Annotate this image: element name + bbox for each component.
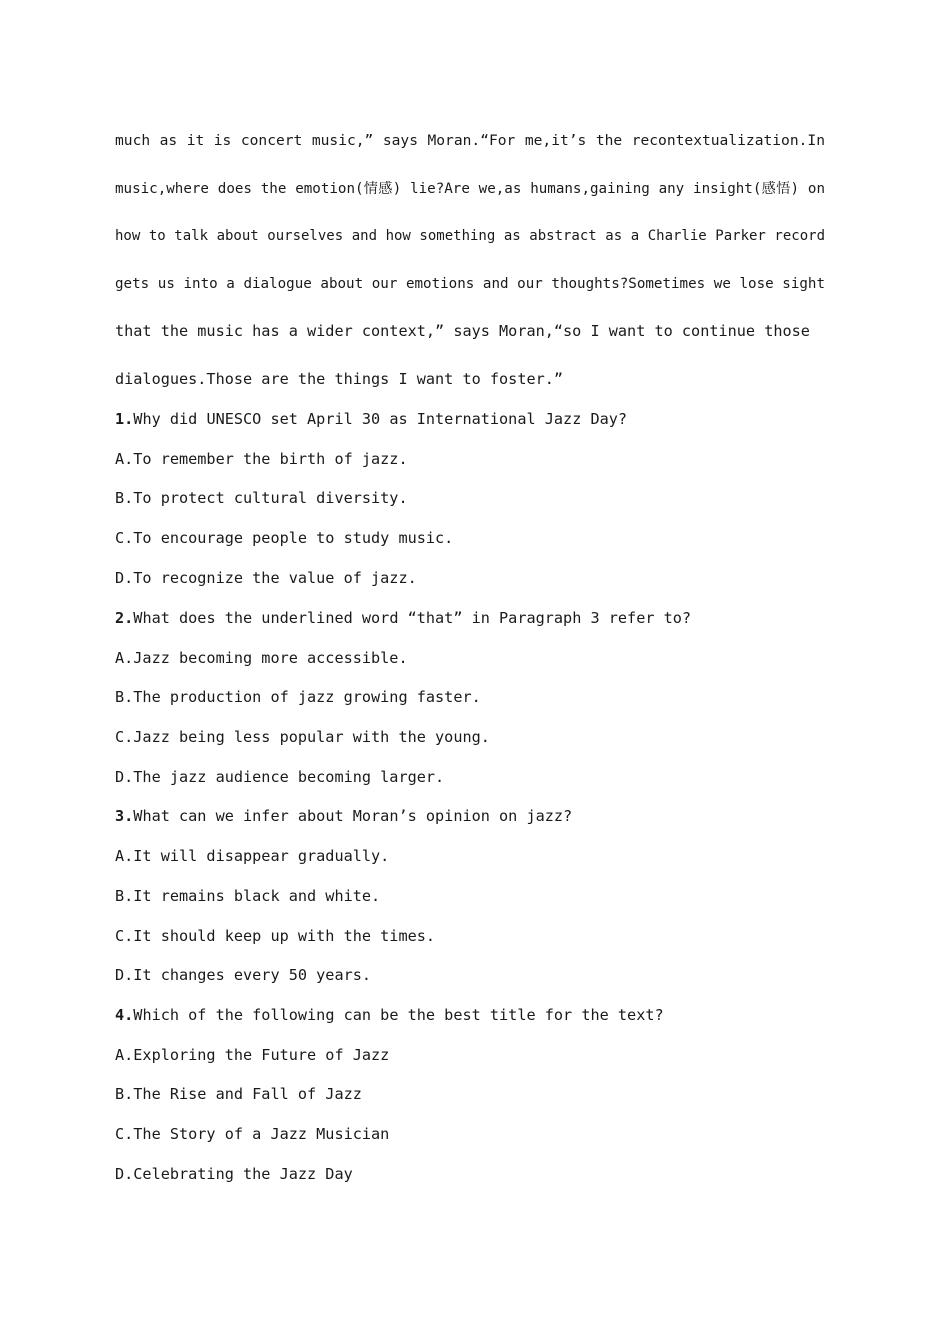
question-number: 2. <box>115 609 134 627</box>
answer-option: C.The Story of a Jazz Musician <box>115 1125 390 1143</box>
answer-option: A.It will disappear gradually. <box>115 847 390 865</box>
answer-option: C.It should keep up with the times. <box>115 927 436 945</box>
passage-line: dialogues.Those are the things I want to foster.” <box>115 370 564 388</box>
answer-option: C.To encourage people to study music. <box>115 529 454 547</box>
answer-option: D.It changes every 50 years. <box>115 966 372 984</box>
question-text: Why did UNESCO set April 30 as International Jazz Day? <box>133 410 628 428</box>
question-text: Which of the following can be the best title for the text? <box>133 1006 664 1024</box>
question-number: 3. <box>115 807 134 825</box>
answer-option: A.Jazz becoming more accessible. <box>115 649 408 667</box>
passage-line: that the music has a wider context,” says Moran,“so I want to continue those <box>115 322 810 340</box>
question-text: What does the underlined word “that” in Paragraph 3 refer to? <box>133 609 692 627</box>
question-stem <box>115 409 627 429</box>
question-stem <box>115 1005 664 1025</box>
answer-option: A.Exploring the Future of Jazz <box>115 1046 390 1064</box>
answer-option: B.The Rise and Fall of Jazz <box>115 1085 362 1103</box>
answer-option: D.To recognize the value of jazz. <box>115 569 417 587</box>
passage-line: much as it is concert music,” says Moran.“For me,it’s the recontextualization.In <box>115 132 825 149</box>
answer-option: C.Jazz being less popular with the young. <box>115 728 490 746</box>
question-stem <box>115 806 572 826</box>
question-number: 4. <box>115 1006 134 1024</box>
answer-option: D.Celebrating the Jazz Day <box>115 1165 353 1183</box>
answer-option: B.The production of jazz growing faster. <box>115 688 481 706</box>
question-stem <box>115 608 691 628</box>
passage-line: music,where does the emotion(情感) lie?Are we,as humans,gaining any insight(感悟) on <box>115 181 825 197</box>
passage-line: how to talk about ourselves and how something as abstract as a Charlie Parker record <box>115 228 825 244</box>
answer-option: D.The jazz audience becoming larger. <box>115 768 445 786</box>
answer-option: B.It remains black and white. <box>115 887 381 905</box>
passage-line: gets us into a dialogue about our emotions and our thoughts?Sometimes we lose sight <box>115 276 825 292</box>
answer-option: B.To protect cultural diversity. <box>115 489 408 507</box>
question-number: 1. <box>115 410 134 428</box>
question-text: What can we infer about Moran’s opinion on jazz? <box>133 807 573 825</box>
answer-option: A.To remember the birth of jazz. <box>115 450 408 468</box>
